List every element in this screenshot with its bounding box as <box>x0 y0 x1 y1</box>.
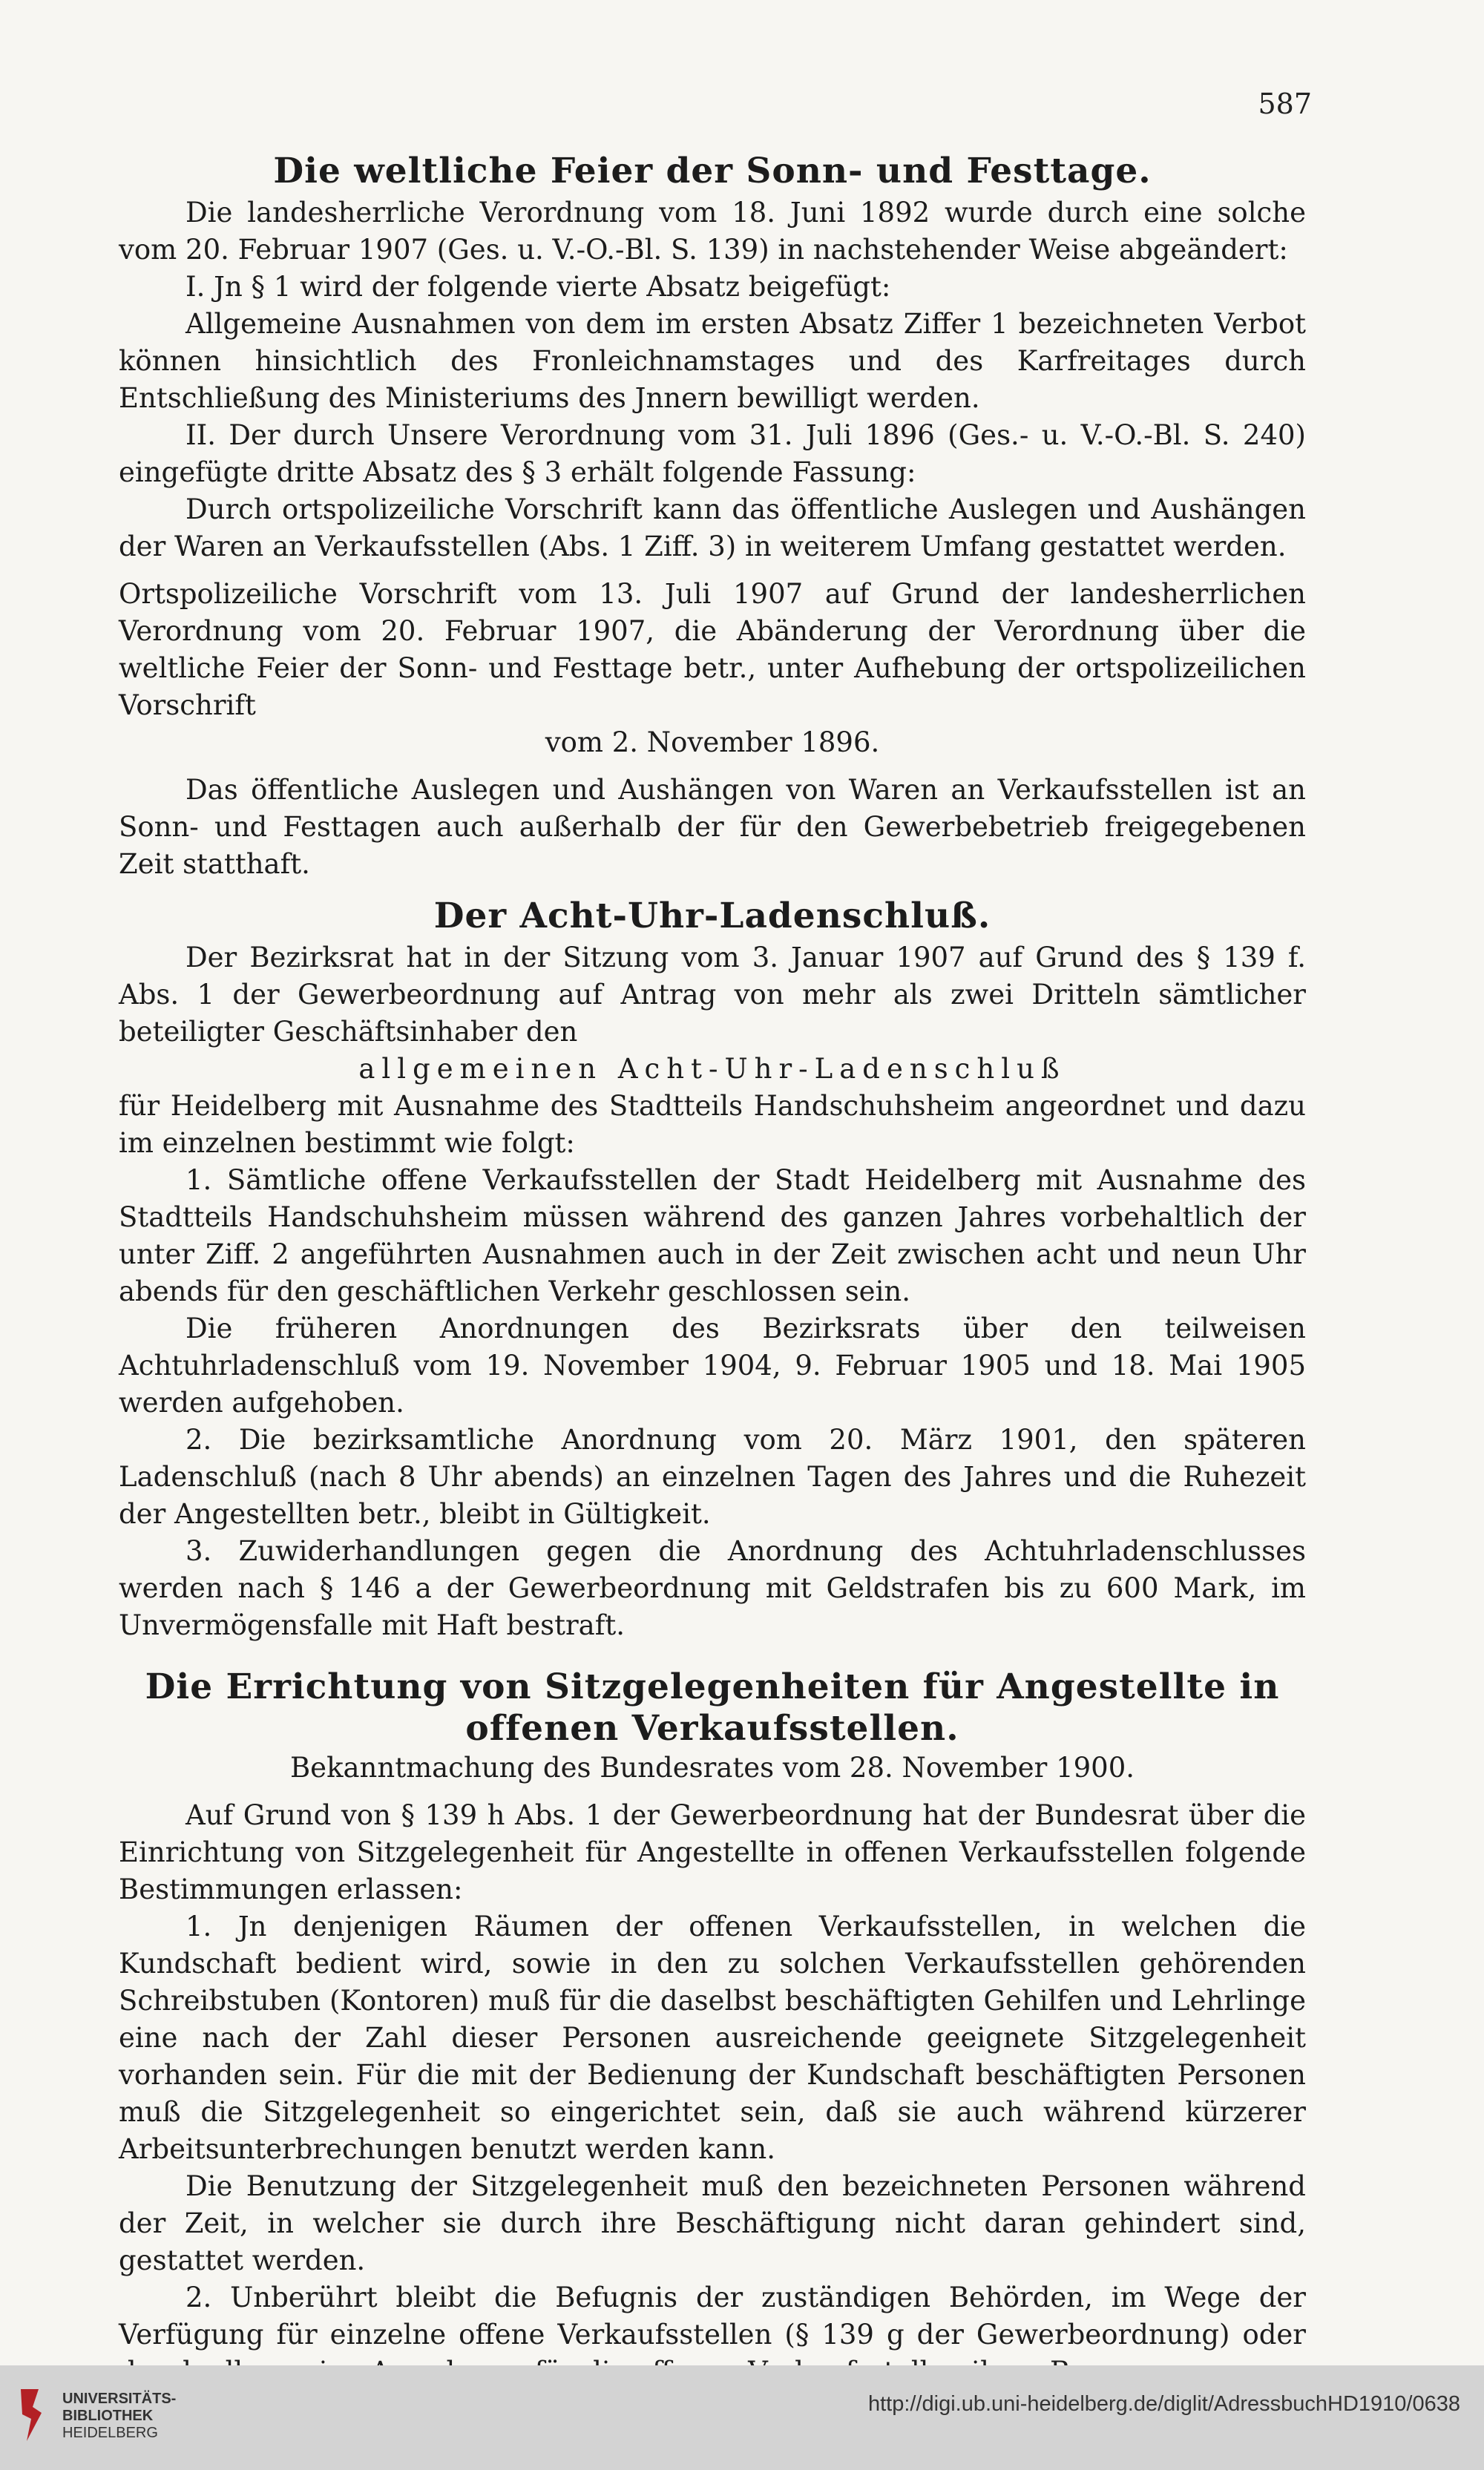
page-content <box>119 148 1306 2391</box>
paragraph: 1. Sämtliche offene Verkaufsstellen der Stadt Heidelberg mit Ausnahme des Stadtteils Handschuhsheim müssen während des ganzen Jahres vorbehaltlich der unter Ziff. 2 angeführten Ausnahmen auch in der Zeit zwischen acht und neun Uhr abends für den geschäftlichen Verkehr geschlossen sein. <box>119 1164 1306 1307</box>
paragraph: 2. Die bezirksamtliche Anordnung vom 20. März 1901, den späteren Ladenschluß (nach 8 Uhr abends) an einzelnen Tagen des Jahres und die Ruhezeit der Angestellten betr., bleibt in Gültigkeit. <box>119 1424 1306 1530</box>
paragraph: vom 2. November 1896. <box>545 726 880 758</box>
paragraph-emphasis: allgemeinen Acht-Uhr-Ladenschluß <box>358 1053 1066 1085</box>
paragraph: 1. Jn denjenigen Räumen der offenen Verkaufsstellen, in welchen die Kundschaft bedient wird, sowie in den zu solchen Verkaufsstellen gehörenden Schreibstuben (Kontoren) muß für die daselbst beschäftigten Gehilfen und Lehrlinge eine nach der Zahl dieser Personen ausreichende geeignete Sitzgelegenheit vorhanden sein. Für die mit der Bedienung der Kundschaft beschäftigten Personen muß die Sitzgelegenheit so eingerichtet sein, daß sie auch während kürzerer Arbeitsunterbrechungen benutzt werden kann. <box>119 1911 1306 2165</box>
paragraph: 2. Unberührt bleibt die Befugnis der zuständigen Behörden, im Wege der Verfügung für einzelne offene Verkaufsstellen (§ 139 g der Gewerbeordnung) oder <box>119 2282 1306 2351</box>
paragraph: I. Jn § 1 wird der folgende vierte Absatz beigefügt: <box>186 271 891 303</box>
library-logo-icon <box>16 2388 52 2443</box>
logo-line: UNIVERSITÄTS- <box>62 2391 177 2407</box>
paragraph: Die Benutzung der Sitzgelegenheit muß den bezeichneten Personen während der Zeit, in welcher sie durch ihre Beschäftigung nicht daran gehindert sind, gestattet werden. <box>119 2170 1306 2276</box>
source-url-link[interactable]: http://digi.ub.uni-heidelberg.de/diglit/AdressbuchHD1910/0638 <box>867 2392 1460 2416</box>
paragraph: Die früheren Anordnungen des Bezirksrats über den teilweisen Achtuhrladenschluß vom 19. November 1904, 9. Februar 1905 und 18. Mai 1905 werden aufgehoben. <box>119 1313 1306 1419</box>
paragraph: Bekanntmachung des Bundesrates vom 28. November 1900. <box>289 1752 1135 1784</box>
paragraph: für Heidelberg mit Ausnahme des Stadtteils Handschuhsheim angeordnet und dazu im einzelnen bestimmt wie folgt: <box>119 1090 1306 1159</box>
paragraph: Die landesherrliche Verordnung vom 18. Juni 1892 wurde durch eine solche vom 20. Februar 1907 (Ges. u. V.-O.-Bl. S. 139) in nachstehender Weise abgeändert: <box>119 197 1306 266</box>
paragraph: II. Der durch Unsere Verordnung vom 31. Juli 1896 (Ges.- u. V.-O.-Bl. S. 240) eingefügte dritte Absatz des § 3 erhält folgende Fassung: <box>119 419 1306 488</box>
section-heading: Die Errichtung von Sitzgelegenheiten für Angestellte in offenen Verkaufsstellen. <box>145 1666 1280 1749</box>
library-logo-text <box>62 2391 176 2442</box>
paragraph: Der Bezirksrat hat in der Sitzung vom 3. Januar 1907 auf Grund des § 139 f. Abs. 1 der Gewerbeordnung auf Antrag von mehr als zwei Dritteln sämtlicher beteiligter Geschäftsinhaber den <box>119 942 1306 1048</box>
paragraph: Durch ortspolizeiliche Vorschrift kann das öffentliche Auslegen und Aushängen der Waren an Verkaufsstellen (Abs. 1 Ziff. 3) in weiterem Umfang gestattet werden. <box>119 493 1306 562</box>
page-number: 587 <box>1258 88 1312 120</box>
logo-line: HEIDELBERG <box>62 2425 158 2441</box>
paragraph: Das öffentliche Auslegen und Aushängen von Waren an Verkaufsstellen ist an Sonn- und Festtagen auch außerhalb der für den Gewerbebetrieb freigegebenen Zeit statthaft. <box>119 774 1306 880</box>
paragraph: Auf Grund von § 139 h Abs. 1 der Gewerbeordnung hat der Bundesrat über die Einrichtung von Sitzgelegenheit für Angestellte in offenen Verkaufsstellen folgende Bestimmungen erlassen: <box>119 1799 1306 1905</box>
footer-bar <box>0 2365 1484 2470</box>
logo-line: BIBLIOTHEK <box>62 2408 154 2424</box>
section-heading: Die weltliche Feier der Sonn- und Festtage. <box>273 151 1152 191</box>
section-heading: Der Acht-Uhr-Ladenschluß. <box>433 896 991 936</box>
paragraph: Allgemeine Ausnahmen von dem im ersten Absatz Ziffer 1 bezeichneten Verbot können hinsichtlich des Fronleichnamstages und des Karfreitages durch Entschließung des Ministeriums des Jnnern bewilligt werden. <box>119 308 1306 414</box>
paragraph: Ortspolizeiliche Vorschrift vom 13. Juli 1907 auf Grund der landesherrlichen Verordnung vom 20. Februar 1907, die Abänderung der Verordnung über die weltliche Feier der Sonn- und Festtage betr., unter Aufhebung der ortspolizeilichen Vorschrift <box>119 578 1306 721</box>
paragraph: 3. Zuwiderhandlungen gegen die Anordnung des Achtuhrladenschlusses werden nach § 146 a der Gewerbeordnung mit Geldstrafen bis zu 600 Mark, im Unvermögensfalle mit Haft bestraft. <box>119 1535 1306 1641</box>
